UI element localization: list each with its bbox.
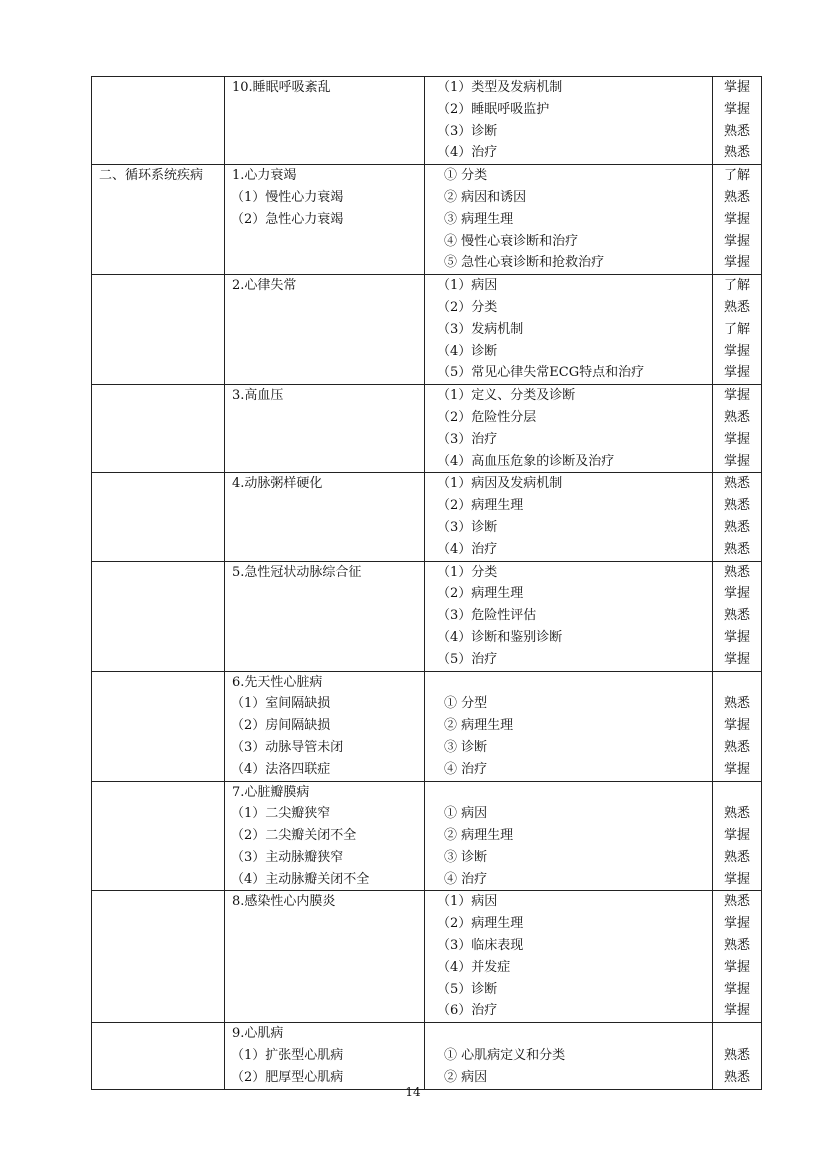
requirement-level: 熟悉: [723, 806, 750, 822]
content-item: （1）分类: [437, 564, 498, 580]
requirement-level: 掌握: [723, 761, 750, 777]
requirement-level: 熟悉: [723, 299, 750, 315]
content-item: ② 病因和诱因: [444, 189, 527, 205]
requirement-cell: [713, 561, 762, 671]
table-row: [92, 473, 762, 561]
requirement-level: 掌握: [723, 718, 750, 734]
topic-subitem: （1）二尖瓣狭窄: [231, 806, 331, 822]
category-cell: [92, 891, 225, 1023]
topic-cell: [225, 891, 425, 1023]
topic-title: 8.感染性心内膜炎: [232, 894, 336, 910]
requirement-level: 熟悉: [723, 476, 750, 492]
content-cell: [425, 77, 713, 165]
content-item: ② 病理生理: [444, 718, 514, 734]
requirement-level: 熟悉: [723, 123, 750, 139]
category-cell: [92, 275, 225, 385]
requirement-level: 熟悉: [723, 145, 750, 161]
topic-subitem: （2）二尖瓣关闭不全: [231, 828, 357, 844]
content-item: （1）病因: [437, 894, 498, 910]
topic-subitem: （1）扩张型心肌病: [231, 1048, 344, 1064]
content-item: （2）病理生理: [437, 586, 524, 602]
content-cell: [425, 473, 713, 561]
content-item: ① 分型: [444, 696, 488, 712]
syllabus-table-body: [92, 77, 762, 1090]
topic-subitem: （4）主动脉瓣关闭不全: [231, 871, 370, 887]
content-item: （4）治疗: [437, 145, 498, 161]
content-item: （5）诊断: [437, 981, 498, 997]
topic-title: 9.心肌病: [232, 1026, 284, 1042]
requirement-level: 掌握: [723, 916, 750, 932]
requirement-cell: [713, 385, 762, 473]
spacer: [713, 672, 761, 694]
topic-title: 6.先天性心脏病: [232, 674, 323, 690]
requirement-level: 熟悉: [723, 1048, 750, 1064]
content-item: ② 病理生理: [444, 828, 514, 844]
requirement-cell: [713, 781, 762, 891]
category-cell: [92, 671, 225, 781]
category-cell: [92, 473, 225, 561]
content-item: ① 心肌病定义和分类: [444, 1048, 566, 1064]
topic-cell: [225, 385, 425, 473]
content-item: （5）治疗: [437, 651, 498, 667]
requirement-level: 熟悉: [723, 409, 750, 425]
table-row: [92, 77, 762, 165]
category-cell: [92, 561, 225, 671]
requirement-level: 熟悉: [723, 541, 750, 557]
topic-cell: [225, 473, 425, 561]
topic-subitem: （2）肥厚型心肌病: [231, 1069, 344, 1085]
topic-title: 4.动脉粥样硬化: [232, 476, 323, 492]
content-item: （4）治疗: [437, 541, 498, 557]
content-item: （3）治疗: [437, 431, 498, 447]
requirement-level: 了解: [723, 321, 750, 337]
requirement-level: 熟悉: [723, 608, 750, 624]
table-row: [92, 1023, 762, 1089]
category-cell: [92, 1023, 225, 1089]
requirement-level: 掌握: [723, 211, 750, 227]
content-item: ③ 诊断: [444, 739, 488, 755]
topic-title: 1.心力衰竭: [232, 168, 297, 184]
requirement-level: 掌握: [723, 828, 750, 844]
requirement-cell: [713, 473, 762, 561]
spacer: [425, 672, 712, 694]
spacer: [425, 1023, 712, 1045]
content-item: ② 病因: [444, 1069, 488, 1085]
topic-cell: [225, 1023, 425, 1089]
table-row: [92, 781, 762, 891]
topic-subitem: （1）室间隔缺损: [231, 696, 331, 712]
table-row: [92, 275, 762, 385]
content-item: （1）病因: [437, 278, 498, 294]
requirement-level: 掌握: [723, 80, 750, 95]
content-cell: [425, 165, 713, 275]
requirement-level: 熟悉: [723, 564, 750, 580]
category-cell: [92, 165, 225, 275]
requirement-level: 掌握: [723, 629, 750, 645]
topic-title: 3.高血压: [232, 388, 284, 404]
table-row: [92, 385, 762, 473]
requirement-cell: [713, 275, 762, 385]
requirement-level: 掌握: [723, 431, 750, 447]
topic-subitem: （3）主动脉瓣狭窄: [231, 849, 344, 865]
requirement-level: 熟悉: [723, 739, 750, 755]
requirement-level: 熟悉: [723, 894, 750, 910]
content-item: （3）发病机制: [437, 321, 524, 337]
content-item: （2）危险性分层: [437, 409, 537, 425]
table-row: [92, 671, 762, 781]
requirement-level: 熟悉: [723, 189, 750, 205]
content-item: （4）诊断: [437, 343, 498, 359]
category-cell: [92, 77, 225, 165]
topic-cell: [225, 165, 425, 275]
requirement-level: 熟悉: [723, 519, 750, 535]
content-cell: [425, 891, 713, 1023]
requirement-level: 了解: [723, 278, 750, 294]
content-item: （2）分类: [437, 299, 498, 315]
content-item: ④ 治疗: [444, 761, 488, 777]
spacer: [713, 782, 761, 804]
content-item: ⑤ 急性心衰诊断和抢救治疗: [444, 255, 605, 271]
content-item: （2）病理生理: [437, 916, 524, 932]
requirement-level: 掌握: [723, 959, 750, 975]
spacer: [713, 1023, 761, 1045]
requirement-level: 掌握: [723, 365, 750, 381]
requirement-level: 掌握: [723, 255, 750, 271]
content-item: （1）病因及发病机制: [437, 476, 563, 492]
content-cell: [425, 561, 713, 671]
topic-subitem: （1）慢性心力衰竭: [231, 189, 344, 205]
content-item: ④ 慢性心衰诊断和治疗: [444, 233, 579, 249]
content-item: （4）并发症: [437, 959, 511, 975]
content-item: （1）定义、分类及诊断: [437, 388, 576, 404]
requirement-level: 掌握: [723, 651, 750, 667]
content-item: （2）睡眠呼吸监护: [437, 101, 550, 117]
content-cell: [425, 781, 713, 891]
table-row: [92, 561, 762, 671]
requirement-cell: [713, 891, 762, 1023]
requirement-level: 熟悉: [723, 849, 750, 865]
table-row: [92, 165, 762, 275]
content-item: ① 病因: [444, 806, 488, 822]
content-item: （2）病理生理: [437, 498, 524, 514]
spacer: [425, 782, 712, 804]
requirement-level: 掌握: [723, 388, 750, 404]
content-item: （4）高血压危象的诊断及治疗: [437, 453, 615, 469]
syllabus-table: [91, 76, 762, 1090]
requirement-level: 掌握: [723, 343, 750, 359]
content-item: （6）治疗: [437, 1003, 498, 1019]
topic-cell: [225, 275, 425, 385]
requirement-cell: [713, 77, 762, 165]
content-item: ③ 病理生理: [444, 211, 514, 227]
requirement-level: 掌握: [723, 453, 750, 469]
requirement-cell: [713, 1023, 762, 1089]
topic-cell: [225, 781, 425, 891]
requirement-level: 掌握: [723, 233, 750, 249]
category-cell: [92, 385, 225, 473]
requirement-level: 掌握: [723, 586, 750, 602]
topic-cell: [225, 77, 425, 165]
content-item: ④ 治疗: [444, 871, 488, 887]
content-cell: [425, 671, 713, 781]
content-item: （1）类型及发病机制: [437, 80, 563, 95]
content-item: ③ 诊断: [444, 849, 488, 865]
topic-title: 7.心脏瓣膜病: [232, 784, 310, 800]
content-item: ① 分类: [444, 168, 488, 184]
category-cell: [92, 781, 225, 891]
content-item: （5）常见心律失常ECG特点和治疗: [437, 365, 645, 381]
category-label: 二、循环系统疾病: [99, 168, 204, 184]
topic-subitem: （4）法洛四联症: [231, 761, 331, 777]
requirement-level: 熟悉: [723, 938, 750, 954]
requirement-cell: [713, 165, 762, 275]
requirement-cell: [713, 671, 762, 781]
content-item: （4）诊断和鉴别诊断: [437, 629, 563, 645]
topic-subitem: （2）急性心力衰竭: [231, 211, 344, 227]
content-item: （3）诊断: [437, 519, 498, 535]
requirement-level: 掌握: [723, 981, 750, 997]
requirement-level: 熟悉: [723, 1069, 750, 1085]
topic-title: 5.急性冠状动脉综合征: [232, 564, 362, 580]
table-row: [92, 891, 762, 1023]
content-item: （3）诊断: [437, 123, 498, 139]
topic-title: 10.睡眠呼吸紊乱: [232, 80, 331, 95]
content-cell: [425, 385, 713, 473]
topic-cell: [225, 671, 425, 781]
topic-cell: [225, 561, 425, 671]
topic-subitem: （3）动脉导管未闭: [231, 739, 344, 755]
requirement-level: 掌握: [723, 871, 750, 887]
requirement-level: 了解: [723, 168, 750, 184]
requirement-level: 掌握: [723, 1003, 750, 1019]
requirement-level: 掌握: [723, 101, 750, 117]
content-cell: [425, 1023, 713, 1089]
requirement-level: 熟悉: [723, 696, 750, 712]
topic-subitem: （2）房间隔缺损: [231, 718, 331, 734]
page-number: 14: [405, 1085, 421, 1099]
topic-title: 2.心律失常: [232, 278, 297, 294]
content-cell: [425, 275, 713, 385]
requirement-level: 熟悉: [723, 498, 750, 514]
content-item: （3）临床表现: [437, 938, 524, 954]
content-item: （3）危险性评估: [437, 608, 537, 624]
